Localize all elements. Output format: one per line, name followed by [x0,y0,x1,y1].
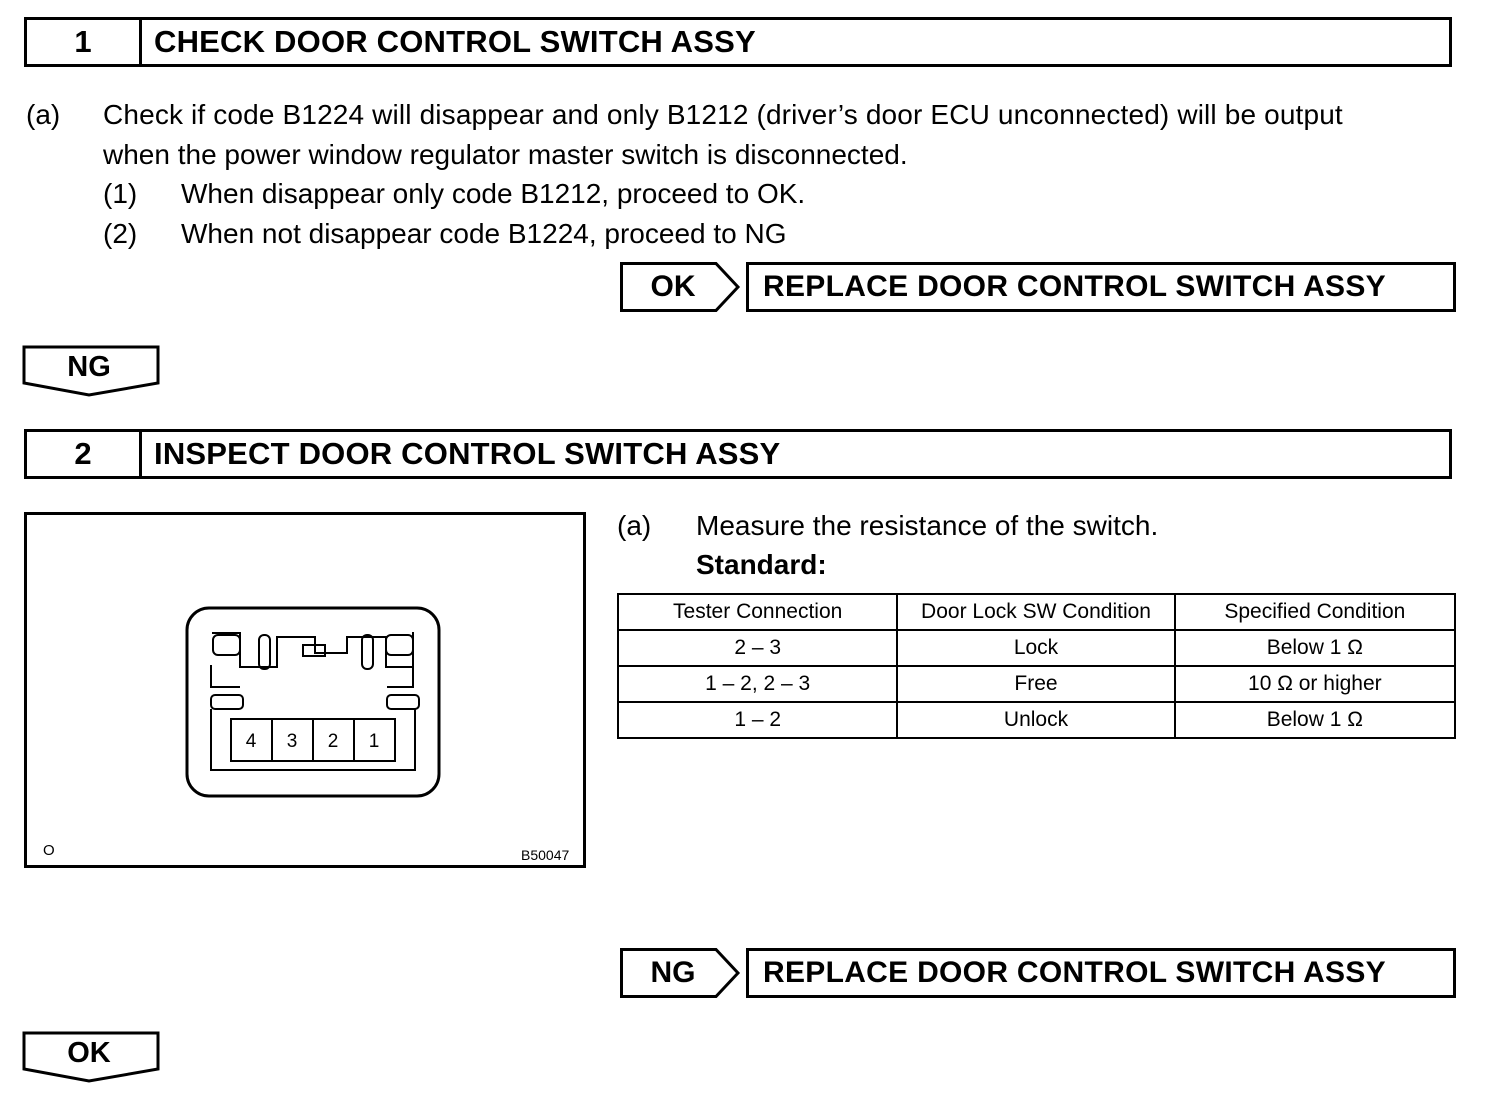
result-action: REPLACE DOOR CONTROL SWITCH ASSY [746,948,1456,998]
item-text: Measure the resistance of the switch. [696,510,1159,541]
step-number: 2 [27,432,142,476]
step-title: CHECK DOOR CONTROL SWITCH ASSY [154,24,756,59]
pin-label: 4 [245,731,257,752]
table-row [618,702,1455,738]
table-cell: Below 1 Ω [1175,630,1455,666]
table-header-row [618,594,1455,630]
step-1-header [24,17,1452,67]
column-header: Specified Condition [1175,594,1455,630]
sub-item-label: (2) [103,218,138,249]
result-action: REPLACE DOOR CONTROL SWITCH ASSY [746,262,1456,312]
sub-item-text: When not disappear code B1224, proceed to NG [181,218,787,249]
pin-label: 3 [286,731,298,752]
connector-figure [24,512,586,868]
table-cell: 1 – 2, 2 – 3 [618,666,897,702]
ng-result-tag [620,948,742,998]
flow-tag-label: NG [67,350,111,383]
pin-label: 1 [368,731,380,752]
sub-item-text: When disappear only code B1212, proceed to OK. [181,178,806,209]
ok-result-tag [620,262,742,312]
result-tag-label: NG [650,956,696,989]
flow-tag-label: OK [67,1036,111,1069]
table-cell: Unlock [897,702,1174,738]
step-number: 1 [27,20,142,64]
column-header: Tester Connection [618,594,897,630]
step-title: INSPECT DOOR CONTROL SWITCH ASSY [154,436,781,471]
ng-result-row [620,948,1456,998]
item-text-line: Check if code B1224 will disappear and only B1212 (driver’s door ECU unconnected) will be output [103,99,1343,130]
table-row [618,630,1455,666]
column-header: Door Lock SW Condition [897,594,1174,630]
table-cell: 1 – 2 [618,702,897,738]
table-cell: 2 – 3 [618,630,897,666]
ng-flow-tag [22,345,160,397]
result-tag-label: OK [650,270,696,303]
standard-label: Standard: [696,549,827,580]
ok-result-row [620,262,1456,312]
step-2-header [24,429,1452,479]
spec-table [617,593,1456,739]
item-label: (a) [617,510,652,541]
item-text-line: when the power window regulator master switch is disconnected. [103,139,908,170]
table-row [618,666,1455,702]
ok-flow-tag [22,1031,160,1083]
table-cell: Free [897,666,1174,702]
connector-diagram [27,515,583,865]
table-cell: Below 1 Ω [1175,702,1455,738]
table-cell: 10 Ω or higher [1175,666,1455,702]
sub-item-label: (1) [103,178,138,209]
table-cell: Lock [897,630,1174,666]
figure-corner-mark: O [43,842,55,859]
figure-code: B50047 [521,847,570,863]
pin-label: 2 [327,731,339,752]
item-label: (a) [26,99,61,130]
